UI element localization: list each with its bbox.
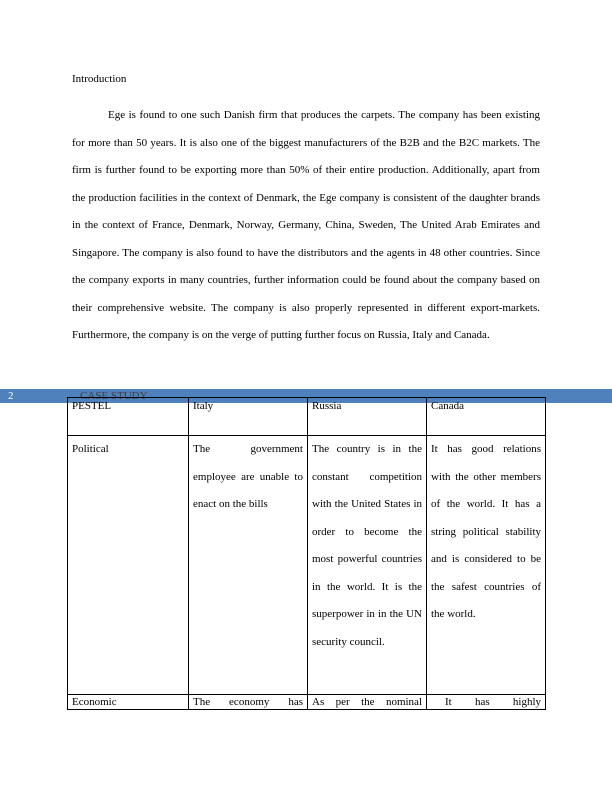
introduction-paragraph: Ege is found to one such Danish firm that produces the carpets. The company has been existing for more than 50 years. It is also one of the biggest manufacturers of the B2B and the B2C markets. The firm is further found to be exporting more than 50% of their entire production. Additionally, apart from the production facilities in the context of Denmark, the Ege company is consistent of the daughter brands in the context of France, Denmark, Norway, Germany, China, Sweden, The United Arab Emirates and Singapore. The company is also found to have the distributors and the agents in 48 other countries. Since the company exports in many countries, further information could be found about the company based on their comprehensive website. The company is also properly represented in different export-markets. Furthermore, the company is on the verge of putting further focus on Russia, Italy and Canada.	[72, 109, 540, 341]
table-header-row	[68, 398, 546, 436]
section-heading: Introduction	[72, 73, 127, 85]
economic-factor-text: Economic	[72, 696, 117, 708]
economic-russia-text: As per the nominal	[312, 696, 422, 708]
header-cell-italy: Italy	[189, 398, 308, 436]
economic-italy-cell	[189, 695, 308, 710]
header-cell-canada: Canada	[427, 398, 546, 436]
row-factor-cell: Political	[68, 436, 189, 695]
row-factor-cell	[68, 695, 189, 710]
political-italy-cell: The government employee are unable to enact on the bills	[189, 436, 308, 695]
economic-canada-cell	[427, 695, 546, 710]
table-row-economic	[68, 695, 546, 710]
political-russia-cell: The country is in the constant competition with the United States in order to become the most powerful countries in the world. It is the superpower in in the UN security council.	[308, 436, 427, 695]
page-number: 2	[8, 390, 14, 402]
economic-russia-cell	[308, 695, 427, 710]
economic-italy-text: The economy has	[193, 696, 303, 708]
running-head: CASE STUDY	[80, 390, 148, 402]
header-cell-pestel: PESTEL	[68, 398, 189, 436]
economic-canada-text: It has highly	[445, 696, 541, 708]
political-canada-cell: It has good relations with the other members of the world. It has a string political stability and is considered to be the safest countries of the world.	[427, 436, 546, 695]
header-cell-russia: Russia	[308, 398, 427, 436]
table-row-political	[68, 436, 546, 695]
pestel-table	[67, 397, 546, 710]
